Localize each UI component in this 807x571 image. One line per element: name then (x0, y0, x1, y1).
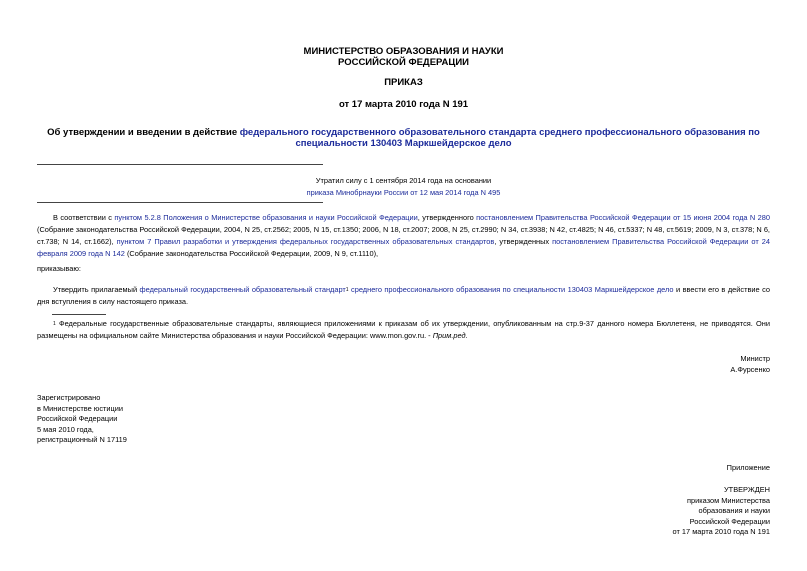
preamble-text-d: , утвержденных (494, 237, 553, 246)
approval-line-4: от 17 марта 2010 года N 191 (672, 527, 770, 536)
order-text-c: и ввести его в действие со дня вступления в силу настоящего приказа. (37, 285, 770, 306)
status-note (0, 175, 807, 198)
link-regulation-5-2-8[interactable]: пунктом 5.2.8 Положения о Министерстве образования и науки Российской Федерации (114, 213, 418, 222)
approval-block (673, 485, 770, 538)
approved-title: УТВЕРЖДЕН (723, 485, 770, 494)
status-note-text: Утратил силу с 1 сентября 2014 года на основании (315, 176, 492, 185)
signature-position: Министр (740, 354, 770, 363)
registration-line-2: в Министерстве юстиции (37, 403, 124, 413)
signature-block (730, 354, 770, 375)
footnote-ref[interactable]: 1 (345, 287, 349, 293)
registration-line-3: Российской Федерации (37, 414, 118, 423)
approval-line-3: Российской Федерации (689, 516, 770, 526)
divider-top (37, 164, 323, 165)
order-text-a: Утвердить прилагаемый (53, 285, 140, 294)
preamble-text-c: (Собрание законодательства Российской Федерации, 2004, N 25, ст.2562; 2005, N 15, ст.1350; 2006, N 18, ст.2007; 2008, N 25, ст.2990; N 34, ст.3938; N 42, ст.4825; N 46, ст.5337; N 48, ст.5619; 2009, N 3, ст.378; N 6, ст.738; N 14, ст.1662), (37, 225, 770, 246)
preamble-text-e: (Собрание законодательства Российской Федерации, 2009, N 9, ст.1110), (124, 249, 379, 258)
preamble-paragraph (37, 212, 770, 260)
order-paragraph (37, 284, 770, 308)
title-link-part-2[interactable]: специальности 130403 Маркшейдерское дело (295, 138, 512, 149)
document-title (0, 127, 807, 149)
document-type: ПРИКАЗ (384, 77, 423, 88)
footnote-divider (52, 314, 106, 315)
title-link-part-1[interactable]: федерального государственного образовательного стандарта среднего профессионального образования по (239, 127, 760, 138)
link-rules-point-7[interactable]: пунктом 7 Правил разработки и утверждения федеральных государственных образовательных стандартов (116, 237, 495, 246)
registration-block (37, 393, 127, 446)
link-resolution-142[interactable]: постановлением Правительства Российской Федерации от 24 февраля 2009 года N 142 (37, 237, 771, 258)
status-note-link[interactable]: приказа Минобрнауки России от 12 мая 2014 года N 495 (306, 187, 501, 197)
preamble-text-a: В соответствии с (53, 213, 115, 222)
link-specialty-130403[interactable]: среднего профессионального образования по специальности 130403 Маркшейдерское дело (351, 285, 674, 294)
title-prefix: Об утверждении и введении в действие (47, 127, 240, 138)
preamble-text-b: , утвержденного (417, 213, 477, 222)
order-word: приказываю: (37, 264, 81, 273)
registration-line-5: регистрационный N 17119 (37, 435, 127, 444)
signature-name: А.Фурсенко (730, 364, 770, 374)
approval-line-2: образования и науки (698, 506, 770, 515)
ministry-name (0, 46, 807, 68)
footnote-text: Федеральные государственные образовательные стандарты, являющиеся приложениями к приказам об их утверждении, опубликованным на стр.9-37 данного номера Бюллетеня, не приводятся. Они размещены на официальном сайте Министерства образования и науки Российской Федерации: www.mon.gov.ru. - (37, 319, 770, 340)
link-resolution-280[interactable]: постановлением Правительства Российской Федерации от 15 июня 2004 года N 280 (476, 213, 771, 222)
ministry-line-2: РОССИЙСКОЙ ФЕДЕРАЦИИ (337, 57, 469, 68)
footnote (37, 318, 770, 342)
ministry-line-1: МИНИСТЕРСТВО ОБРАЗОВАНИЯ И НАУКИ (303, 46, 504, 57)
registration-line-4: 5 мая 2010 года, (37, 424, 94, 434)
divider-bottom (37, 202, 323, 203)
document-date-number: от 17 марта 2010 года N 191 (338, 99, 469, 110)
registration-line-1: Зарегистрировано (37, 393, 101, 402)
footnote-mark: 1 (53, 321, 56, 327)
approval-line-1: приказом Министерства (687, 495, 770, 505)
editor-note: Прим.ред. (432, 331, 468, 340)
appendix-label: Приложение (726, 463, 770, 472)
link-fgos[interactable]: федеральный государственный образовательный стандарт (139, 285, 346, 294)
